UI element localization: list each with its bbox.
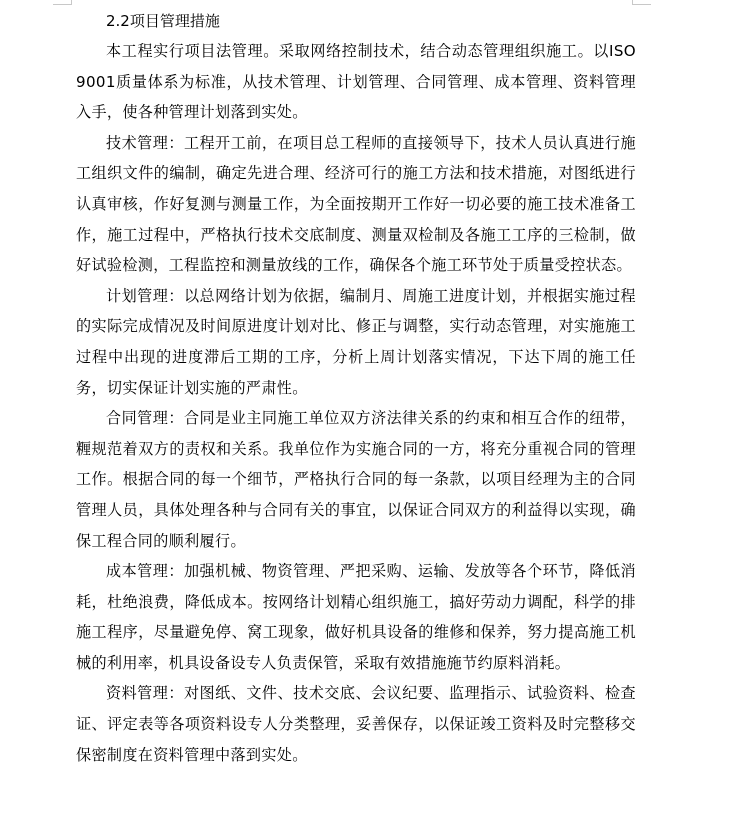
paragraph-technical-management: 技术管理：工程开工前，在项目总工程师的直接领导下，技术人员认真进行施工组织文件的编制，确定先进合理、经济可行的施工方法和技术措施，对图纸进行认真审核，作好复测与测量工作，为全面按期开工作好一切必要的施工技术准备工作，施工过程中，严格执行技术交底制度、测量双检制及各施工工序的三检制，做好试验检测，工程监控和测量放线的工作，确保各个施工环节处于质量受控状态。 (76, 133, 636, 275)
paragraph-records-management: 资料管理：对图纸、文件、技术交底、会议纪要、监理指示、试验资料、检查证、评定表等各项资料设专人分类整理，妥善保存，以保证竣工资料及时完整移交保密制度在资料管理中落到实处。 (76, 684, 636, 764)
paragraph-cost-management: 成本管理：加强机械、物资管理、严把采购、运输、发放等各个环节，降低消耗，杜绝浪费，降低成本。按网络计划精心组织施工，搞好劳动力调配，科学的排施工程序，尽量避免停、窝工现象，做好机具设备的维修和保养，努力提高施工机械的利用率，机具设备设专人负责保管，采取有效措施施节约原料消耗。 (76, 562, 636, 672)
margin-corner-mark-right (632, 0, 651, 5)
section-heading: 2.2项目管理措施 (106, 12, 220, 30)
paragraph-contract-management: 合同管理：合同是业主同施工单位双方济法律关系的约束和相互合作的纽带，糎规范着双方的责权和关系。我单位作为实施合同的一方，将充分重视合同的管理工作。根据合同的每一个细节，严格执行合同的每一条款，以项目经理为主的合同管理人员，具体处理各种与合同有关的事宜，以保证合同双方的利益得以实现，确保工程合同的顺利履行。 (76, 409, 636, 550)
paragraph-intro: 本工程实行项目法管理。采取网络控制技术，结合动态管理组织施工。以ISO9001质量体系为标准，从技术管理、计划管理、合同管理、成本管理、资料管理入手，使各种管理计划落到实处。 (76, 42, 636, 122)
margin-corner-mark-left (53, 0, 72, 5)
document-body (76, 6, 636, 770)
paragraph-plan-management: 计划管理：以总网络计划为依据，编制月、周施工进度计划，并根据实施过程的实际完成情况及时间原进度计划对比、修正与调整，实行动态管理，对实施施工过程中出现的进度滞后工期的工序，分析上周计划落实情况，下达下周的施工任务，切实保证计划实施的严肃性。 (76, 286, 636, 397)
